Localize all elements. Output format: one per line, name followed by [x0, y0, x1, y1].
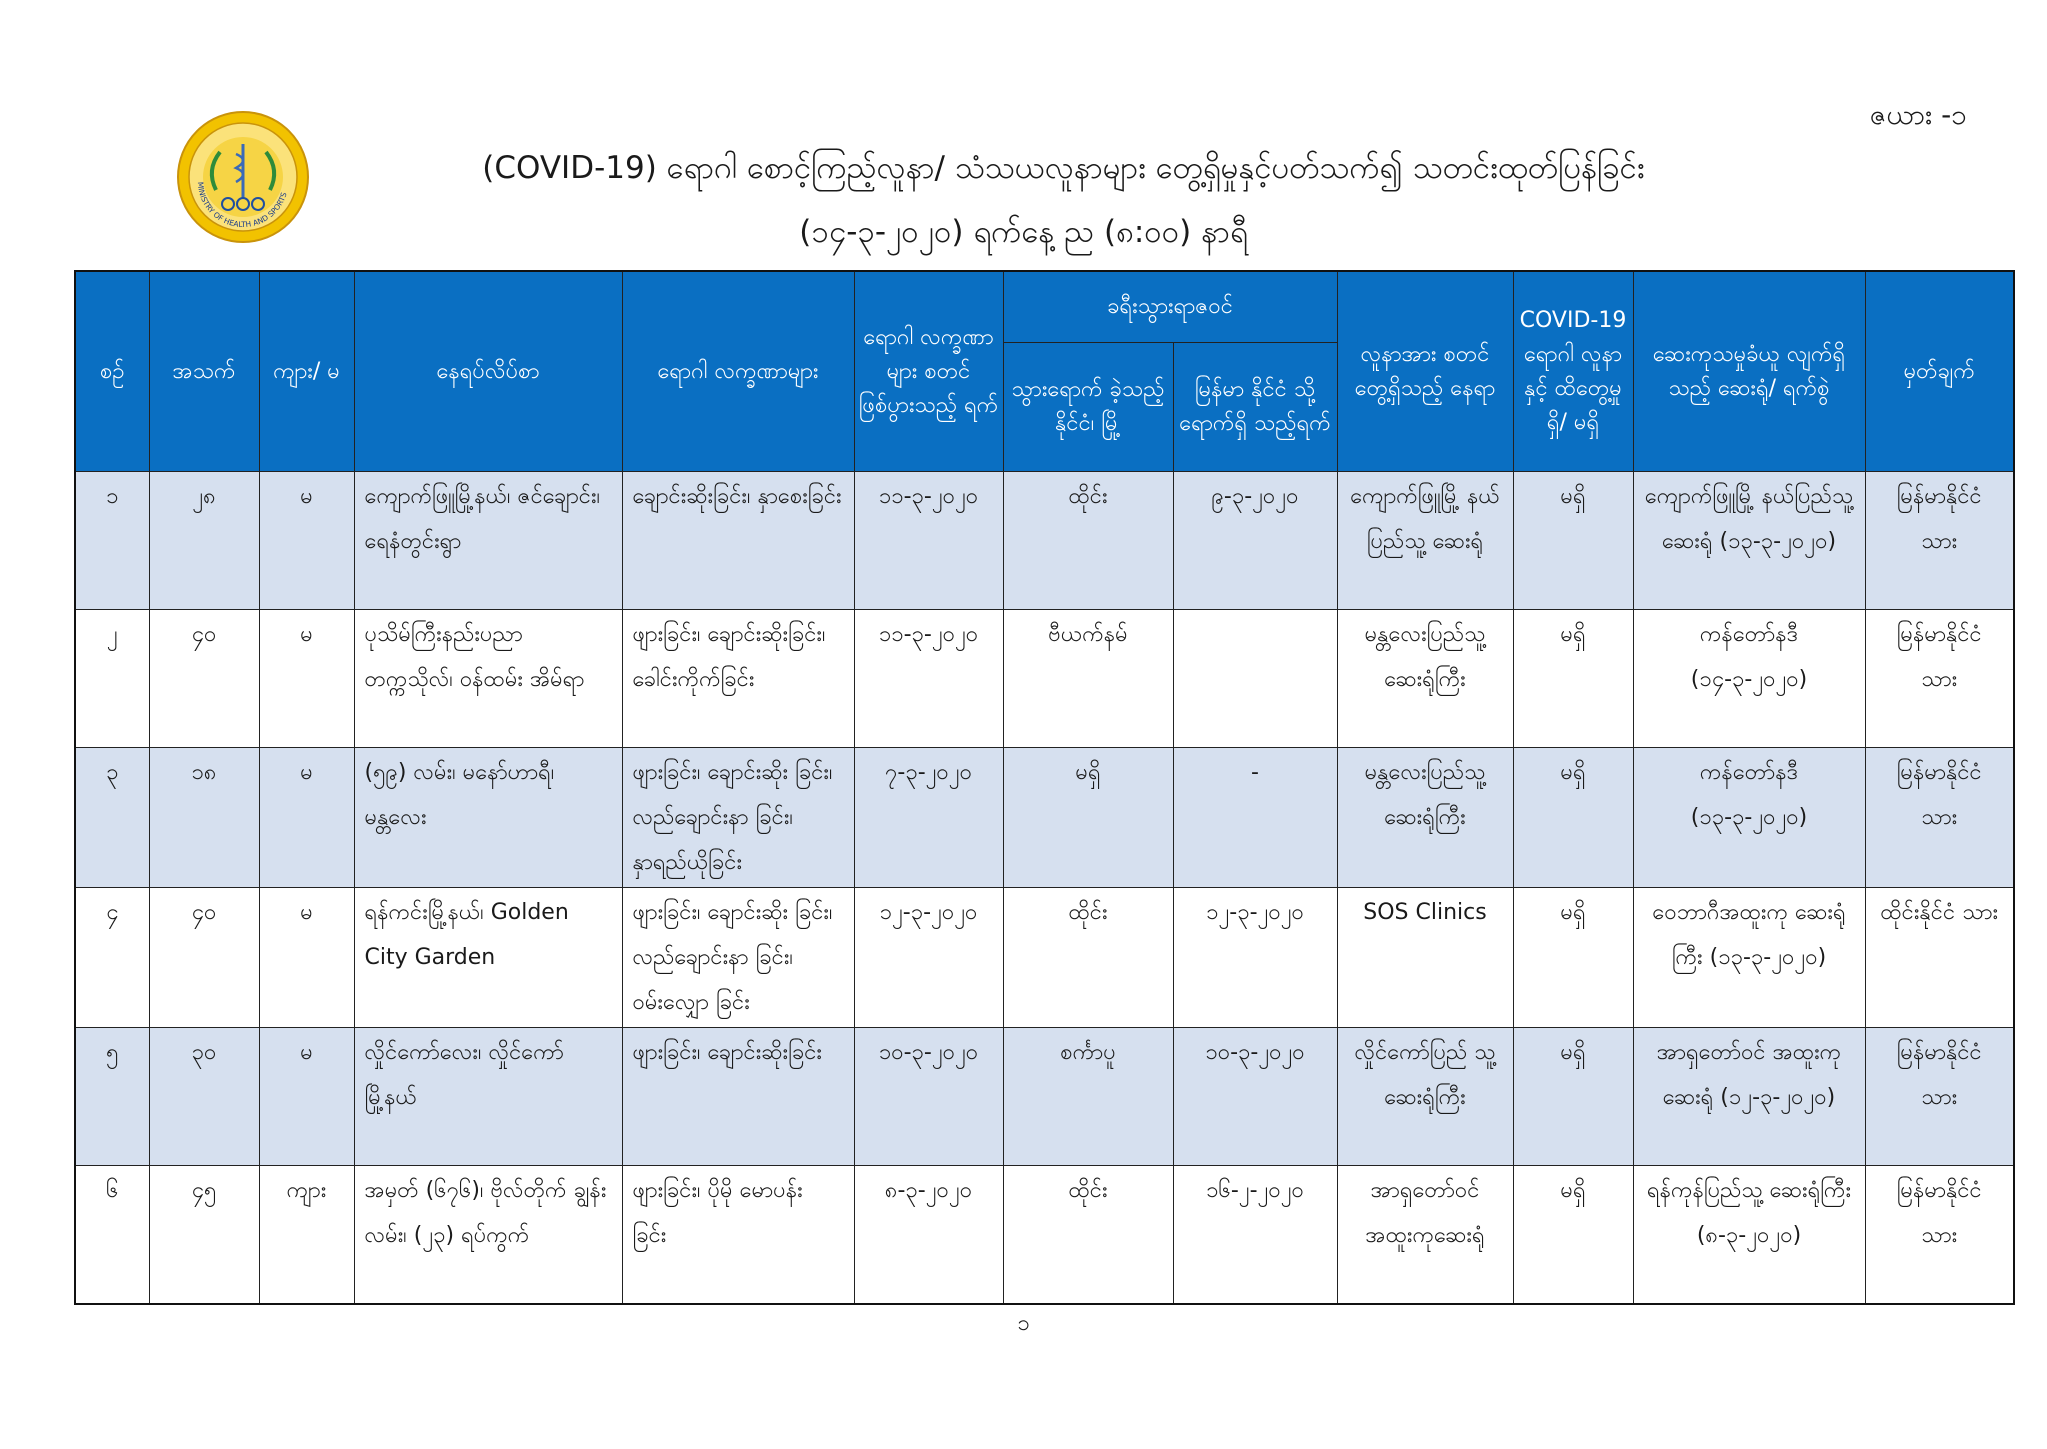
cell-remarks: မြန်မာနိုင်ငံ သား [1865, 610, 2014, 748]
cell-symptoms: ဖျားခြင်း၊ ချောင်းဆိုးခြင်း၊ ခေါင်းကိုက်ခြင်း [622, 610, 854, 748]
cell-no: ၅ [75, 1028, 149, 1166]
cell-age: ၃၀ [149, 1028, 259, 1166]
cell-sex: မ [259, 610, 354, 748]
header-row [75, 271, 2014, 343]
header-current-hospital: ဆေးကုသမှုခံယူ လျက်ရှိသည့် ဆေးရုံ/ ရက်စွဲ [1633, 271, 1865, 472]
cell-address: ရန်ကင်းမြို့နယ်၊ Golden City Garden [354, 888, 622, 1028]
page-subtitle-date: (၁၄-၃-၂၀၂၀) ရက်နေ့ ည (၈:၀၀) နာရီ [799, 214, 1248, 250]
cell-contact: မရှိ [1513, 472, 1633, 610]
cell-countries: ထိုင်း [1003, 1166, 1173, 1305]
header-onset-date: ရောဂါ လက္ခဏာများ စတင် ဖြစ်ပွားသည့် ရက် [854, 271, 1003, 472]
cell-hospital: ကျောက်ဖြူမြို့ နယ်ပြည်သူ့ဆေးရုံ (၁၃-၃-၂၀၂၀) [1633, 472, 1865, 610]
cell-no: ၂ [75, 610, 149, 748]
cell-onset-date: ၁၁-၃-၂၀၂၀ [854, 610, 1003, 748]
cell-arrival [1173, 610, 1337, 748]
page-number: ၁ [1017, 1311, 1030, 1336]
cell-found-at: ကျောက်ဖြူမြို့ နယ်ပြည်သူ့ ဆေးရုံ [1337, 472, 1513, 610]
cell-sex: ကျား [259, 1166, 354, 1305]
cell-age: ၄၀ [149, 888, 259, 1028]
cell-onset-date: ၈-၃-၂၀၂၀ [854, 1166, 1003, 1305]
header-countries-visited: သွားရောက် ခဲ့သည့် နိုင်ငံ၊ မြို့ [1003, 343, 1173, 472]
cell-onset-date: ၁၁-၃-၂၀၂၀ [854, 472, 1003, 610]
cell-countries: ထိုင်း [1003, 888, 1173, 1028]
cell-onset-date: ၁၀-၃-၂၀၂၀ [854, 1028, 1003, 1166]
cell-no: ၁ [75, 472, 149, 610]
header-covid-contact: COVID-19 ရောဂါ လူနာနှင့် ထိတွေ့မှု ရှိ/ မရှိ [1513, 271, 1633, 472]
cell-arrival: ၁၆-၂-၂၀၂၀ [1173, 1166, 1337, 1305]
cell-no: ၆ [75, 1166, 149, 1305]
cell-age: ၄၅ [149, 1166, 259, 1305]
table-row [75, 610, 2014, 748]
cell-contact: မရှိ [1513, 610, 1633, 748]
cell-remarks: ထိုင်းနိုင်ငံ သား [1865, 888, 2014, 1028]
cell-remarks: မြန်မာနိုင်ငံ သား [1865, 472, 2014, 610]
cell-countries: စင်္ကာပူ [1003, 1028, 1173, 1166]
cell-found-at: SOS Clinics [1337, 888, 1513, 1028]
cell-hospital: ကန်တော်နဒီ (၁၄-၃-၂၀၂၀) [1633, 610, 1865, 748]
header-age: အသက် [149, 271, 259, 472]
cell-hospital: ရန်ကုန်ပြည်သူ့ ဆေးရုံကြီး (၈-၃-၂၀၂၀) [1633, 1166, 1865, 1305]
cell-remarks: မြန်မာနိုင်ငံ သား [1865, 1028, 2014, 1166]
cell-symptoms: ဖျားခြင်း၊ ချောင်းဆိုး ခြင်း၊ လည်ချောင်းနာ ခြင်း၊ ဝမ်းလျှော ခြင်း [622, 888, 854, 1028]
cell-remarks: မြန်မာနိုင်ငံ သား [1865, 748, 2014, 888]
table-row [75, 1028, 2014, 1166]
cell-age: ၁၈ [149, 748, 259, 888]
cell-contact: မရှိ [1513, 748, 1633, 888]
cell-no: ၄ [75, 888, 149, 1028]
cell-arrival: ၉-၃-၂၀၂၀ [1173, 472, 1337, 610]
cell-symptoms: ချောင်းဆိုးခြင်း၊ နှာစေးခြင်း [622, 472, 854, 610]
header-sex: ကျား/ မ [259, 271, 354, 472]
cell-address: (၅၉) လမ်း၊ မနော်ဟာရီ၊ မန္တလေး [354, 748, 622, 888]
cell-hospital: ဝေဘာဂီအထူးကု ဆေးရုံကြီး (၁၃-၃-၂၀၂၀) [1633, 888, 1865, 1028]
cell-countries: ဗီယက်နမ် [1003, 610, 1173, 748]
cell-arrival: ၁၀-၃-၂၀၂၀ [1173, 1028, 1337, 1166]
cell-age: ၄၀ [149, 610, 259, 748]
cell-countries: မရှိ [1003, 748, 1173, 888]
cell-hospital: ကန်တော်နဒီ (၁၃-၃-၂၀၂၀) [1633, 748, 1865, 888]
cell-remarks: မြန်မာနိုင်ငံ သား [1865, 1166, 2014, 1305]
header-no: စဉ် [75, 271, 149, 472]
table-row [75, 1166, 2014, 1305]
cell-contact: မရှိ [1513, 1028, 1633, 1166]
cell-onset-date: ၇-၃-၂၀၂၀ [854, 748, 1003, 888]
cell-address: အမှတ် (၆၇၆)၊ ဗိုလ်တိုက် ချွန်းလမ်း၊ (၂၃) ရပ်ကွက် [354, 1166, 622, 1305]
header-remarks: မှတ်ချက် [1865, 271, 2014, 472]
cell-found-at: မန္တလေးပြည်သူ့ ဆေးရုံကြီး [1337, 748, 1513, 888]
cell-no: ၃ [75, 748, 149, 888]
cell-hospital: အာရှတော်ဝင် အထူးကုဆေးရုံ (၁၂-၃-၂၀၂၀) [1633, 1028, 1865, 1166]
cell-arrival: ၁၂-၃-၂၀၂၀ [1173, 888, 1337, 1028]
cell-address: ပုသိမ်ကြီးနည်းပညာ တက္ကသိုလ်၊ ဝန်ထမ်း အိမ်ရာ [354, 610, 622, 748]
cell-sex: မ [259, 472, 354, 610]
table-row [75, 748, 2014, 888]
cell-symptoms: ဖျားခြင်း၊ ပိုမို မောပန်း ခြင်း [622, 1166, 854, 1305]
cell-sex: မ [259, 1028, 354, 1166]
cell-found-at: လှိုင်ကော်ပြည် သူ့ ဆေးရုံကြီး [1337, 1028, 1513, 1166]
cell-symptoms: ဖျားခြင်း၊ ချောင်းဆိုးခြင်း [622, 1028, 854, 1166]
cell-sex: မ [259, 748, 354, 888]
cell-age: ၂၈ [149, 472, 259, 610]
header-first-found-at: လူနာအား စတင် တွေ့ရှိသည့် နေရာ [1337, 271, 1513, 472]
cell-contact: မရှိ [1513, 888, 1633, 1028]
cell-symptoms: ဖျားခြင်း၊ ချောင်းဆိုး ခြင်း၊ လည်ချောင်းနာ ခြင်း၊ နှာရည်ယိုခြင်း [622, 748, 854, 888]
header-arrival-date: မြန်မာ နိုင်ငံ သို့ ရောက်ရှိ သည့်ရက် [1173, 343, 1337, 472]
cell-address: လှိုင်ကော်လေး၊ လှိုင်ကော်မြို့နယ် [354, 1028, 622, 1166]
cell-sex: မ [259, 888, 354, 1028]
page-title: (COVID-19) ရောဂါ စောင့်ကြည့်လူနာ/ သံသယလူနာများ တွေ့ရှိမှုနှင့်ပတ်သက်၍ သတင်းထုတ်ပြန်ခြင်း [482, 150, 1645, 186]
cell-address: ကျောက်ဖြူမြို့နယ်၊ ဇင်ချောင်း၊ ရေနံတွင်းရွာ [354, 472, 622, 610]
header-address: နေရပ်လိပ်စာ [354, 271, 622, 472]
cell-contact: မရှိ [1513, 1166, 1633, 1305]
annex-label: ဇယား -၁ [1869, 98, 1967, 131]
table-row [75, 888, 2014, 1028]
header-symptoms: ရောဂါ လက္ခဏာများ [622, 271, 854, 472]
cell-found-at: အာရှတော်ဝင် အထူးကုဆေးရုံ [1337, 1166, 1513, 1305]
svg-text:MINISTRY OF HEALTH AND SPORTS: MINISTRY OF HEALTH AND SPORTS [195, 181, 289, 230]
cases-table [74, 270, 2015, 1305]
table-row [75, 472, 2014, 610]
header-travel-history: ခရီးသွားရာဇဝင် [1003, 271, 1337, 343]
cell-found-at: မန္တလေးပြည်သူ့ ဆေးရုံကြီး [1337, 610, 1513, 748]
cell-onset-date: ၁၂-၃-၂၀၂၀ [854, 888, 1003, 1028]
cell-arrival: - [1173, 748, 1337, 888]
cell-countries: ထိုင်း [1003, 472, 1173, 610]
